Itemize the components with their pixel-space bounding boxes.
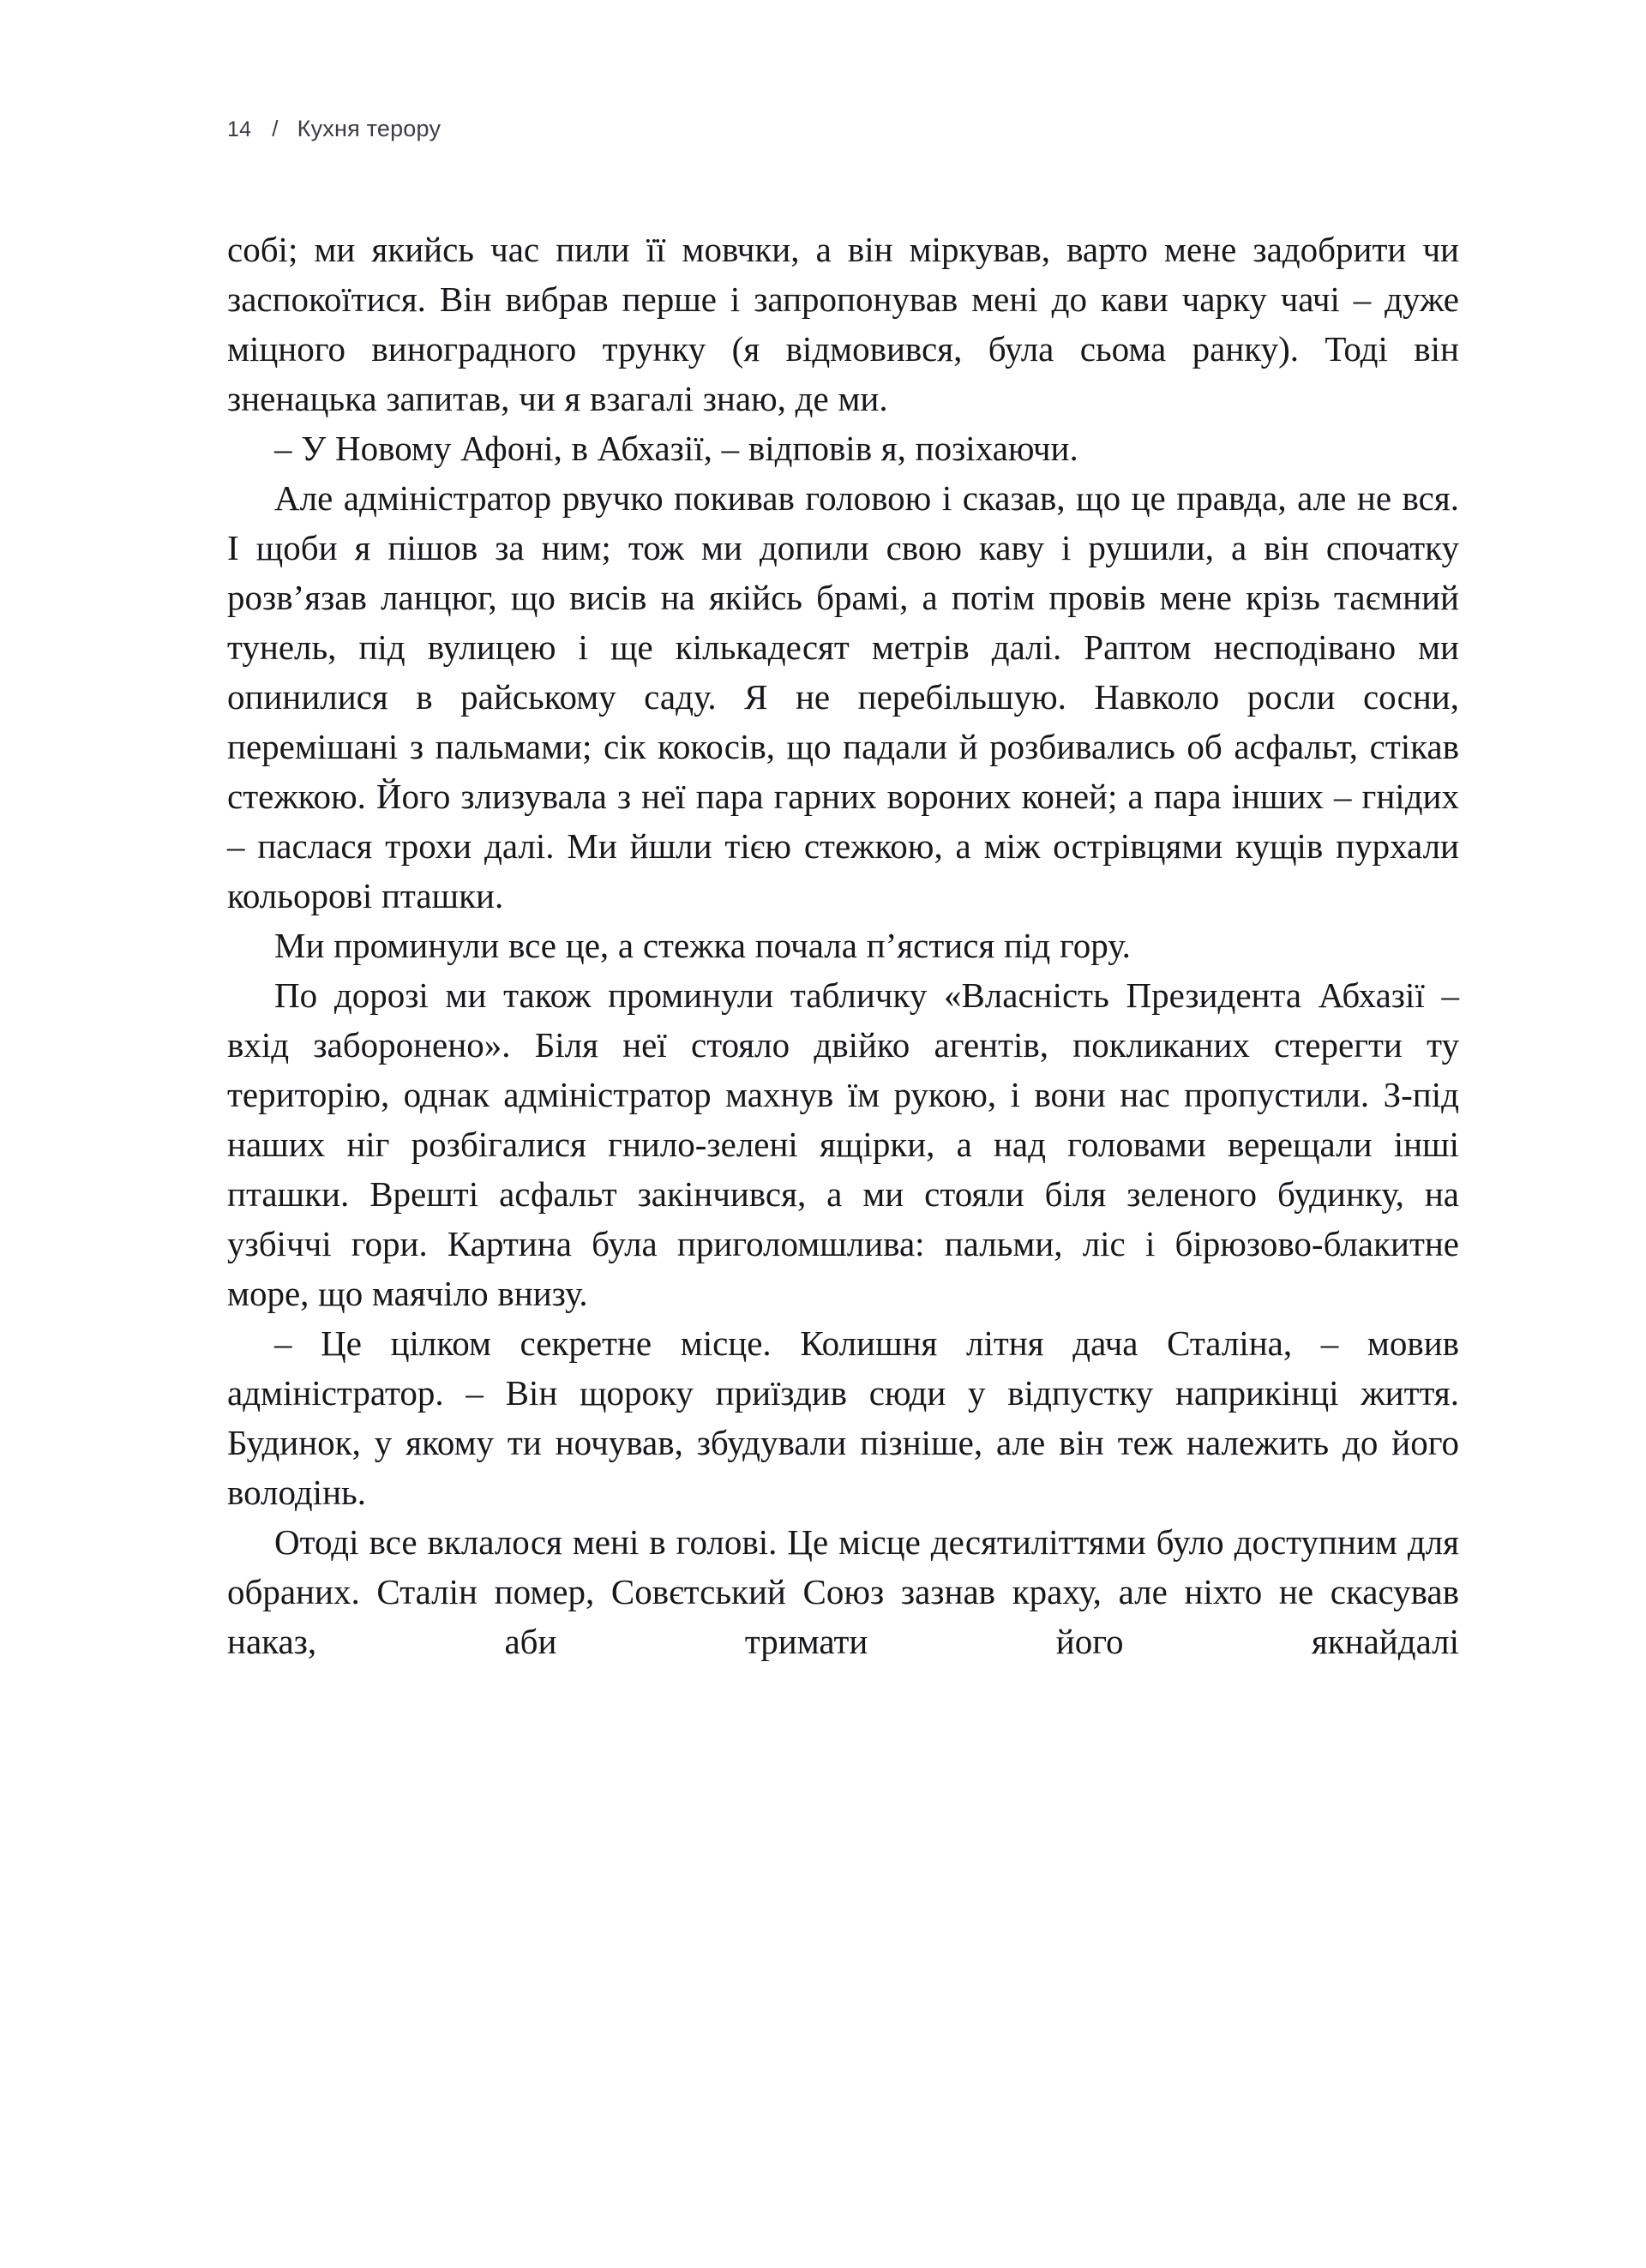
body-text-block	[227, 225, 1459, 1716]
paragraph: Ми проминули все це, а стежка почала п’ястися під гору.	[274, 926, 1131, 965]
paragraph: собі; ми якийсь час пили її мовчки, а він міркував, варто мене задобрити чи заспокоїтися. Він вибрав перше і запропонував мені до кави чарку чачі – дуже міцного виноградного трунку (я відмовився, була сьома ранку). Тоді він зненацька запитав, чи я взагалі знаю, де ми.	[227, 230, 1459, 418]
paragraph: Отоді все вклалося мені в голові. Це місце десятиліттями було доступним для обраних. Сталін помер, Совєтський Союз зазнав краху, але ніхто не скасував наказ, аби тримати його якнайдалі	[227, 1522, 1459, 1661]
paragraph: – У Новому Афоні, в Абхазії, – відповів я, позіхаючи.	[274, 429, 1078, 468]
paragraph: – Це цілком секретне місце. Колишня літня дача Сталіна, – мовив адміністратор. – Він щороку приїздив сюди у відпустку наприкінці життя. Будинок, у якому ти ночував, збудували пізніше, але він теж належить до його володінь.	[227, 1323, 1459, 1512]
running-head-separator: /	[272, 116, 279, 141]
running-head	[227, 116, 441, 142]
page-number: 14	[227, 117, 252, 141]
paragraph: По дорозі ми також проминули табличку «Власність Президента Абхазії – вхід заборонено». Біля неї стояло двійко агентів, покликаних стерегти ту територію, однак адміністратор махнув їм рукою, і вони нас пропустили. З-під наших ніг розбігалися гнило-зелені ящірки, а над головами верещали інші пташки. Врешті асфальт закінчився, а ми стояли біля зеленого будинку, на узбіччі гори. Картина була приголомшлива: пальми, ліс і бірюзово-блакитне море, що маячіло внизу.	[227, 975, 1459, 1313]
paragraph: Але адміністратор рвучко покивав головою і сказав, що це правда, але не вся. І щоби я пішов за ним; тож ми допили свою каву і рушили, а він спочатку розв’язав ланцюг, що висів на якійсь брамі, а потім провів мене крізь таємний тунель, під вулицею і ще кількадесят метрів далі. Раптом несподівано ми опинилися в райському саду. Я не перебільшую. Навколо росли сосни, перемішані з пальмами; сік кокосів, що падали й розбивались об асфальт, стікав стежкою. Його злизувала з неї пара гарних вороних коней; а пара інших – гнідих – паслася трохи далі. Ми йшли тією стежкою, а між острівцями кущів пурхали кольорові пташки.	[227, 478, 1459, 915]
book-title: Кухня терору	[297, 116, 442, 141]
